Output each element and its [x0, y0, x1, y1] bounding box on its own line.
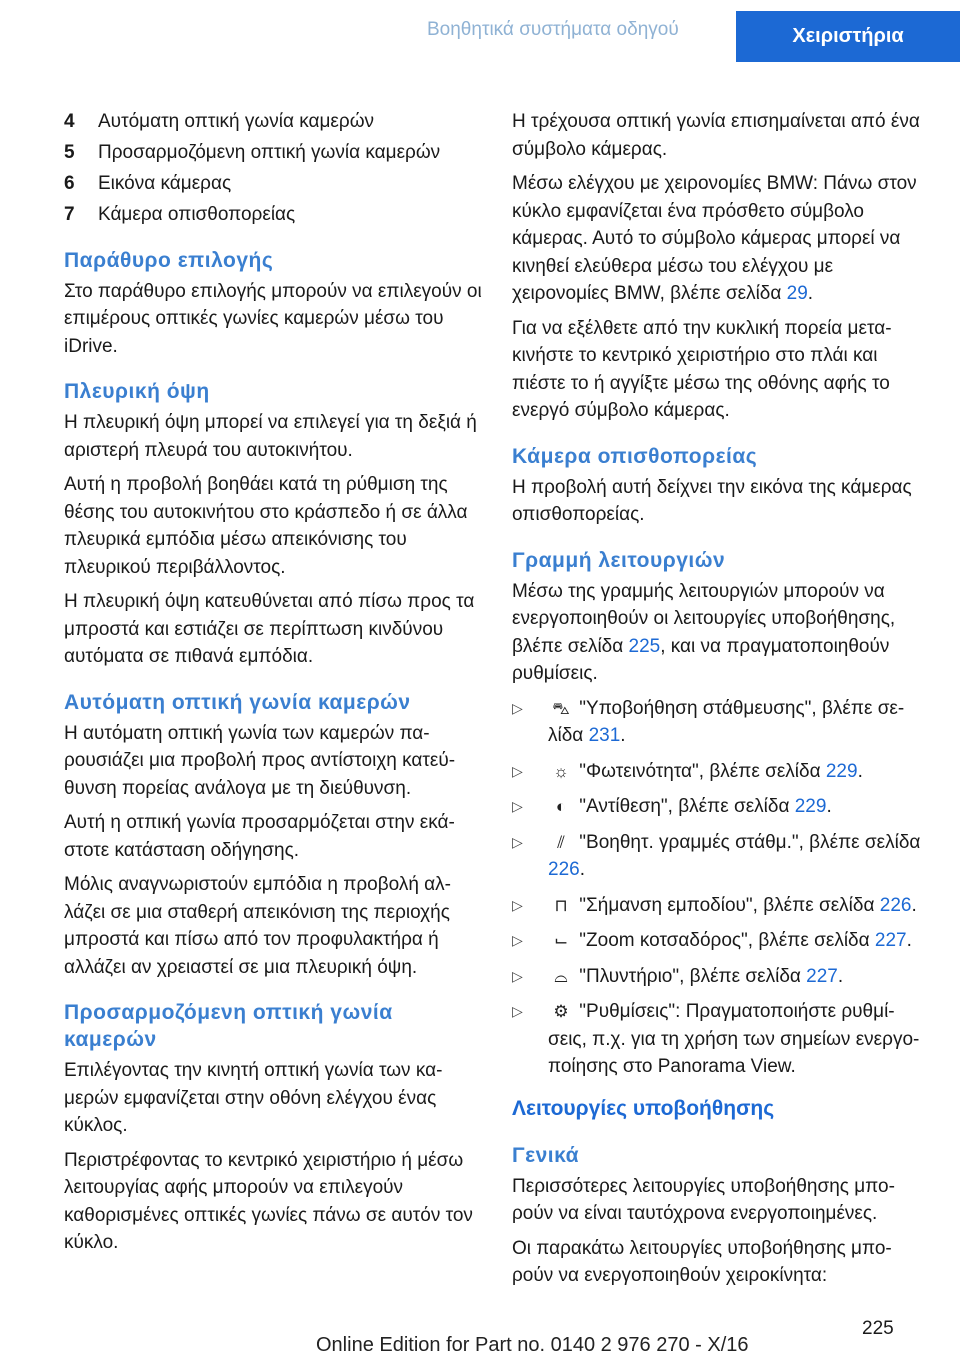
paragraph: Μόλις αναγνωριστούν εμπόδια η προβολή αλλάζει σε μια σταθερή απεικόνιση της περιοχής μπροστά και πίσω από τον προφυλακτήρα ή αλλάζει αν χρειαστεί σε μια πλευρική όψη.: [64, 874, 451, 978]
list-item: [512, 998, 924, 1081]
list-item: [512, 829, 924, 884]
header-chapter-tab[interactable]: Χειριστήρια: [736, 11, 960, 62]
triangle-bullet-icon: ▷: [512, 762, 523, 779]
list-item: [512, 793, 924, 821]
text: .: [807, 283, 814, 304]
triangle-bullet-icon: ▷: [512, 1003, 523, 1019]
item-number: 5: [64, 142, 75, 163]
text: .: [620, 725, 626, 746]
list-item: [64, 201, 482, 229]
section-adaptive-camera-view: [64, 999, 482, 1257]
list-item: [512, 758, 924, 786]
page-link[interactable]: 226: [879, 894, 912, 916]
function-bullet-list: [512, 695, 924, 1081]
page-header: [0, 0, 960, 62]
text: .: [911, 894, 917, 916]
section-heading: Αυτόματη οπτική γωνία καμερών: [64, 690, 411, 714]
contrast-icon: ◐: [555, 797, 567, 816]
triangle-bullet-icon: ▷: [512, 967, 523, 984]
list-item: [64, 108, 482, 136]
page-link[interactable]: 226: [548, 859, 580, 880]
list-item: [64, 170, 482, 198]
paragraph: Επιλέγοντας την κινητή οπτική γωνία των καμερών εμφανίζεται στην οθόνη ελέγχου ένας κύκλος.: [64, 1060, 443, 1136]
text: Μέσω της γραμμής λειτουργιών μπορούν να ενεργοποιηθούν οι λειτουργίες υποβοήθησης, βλέπε σελίδα: [512, 580, 896, 657]
paragraph: Η προβολή αυτή δείχνει την εικόνα της κάμερας οπισθοπορείας.: [512, 476, 912, 525]
text: "Zoom κοτσαδόρος", βλέπε σελίδα: [579, 930, 875, 951]
item-text: Αυτόματη οπτική γωνία καμερών: [98, 111, 375, 132]
paragraph: Στο παράθυρο επιλογής μπορούν να επιλεγούν οι επιμέρους οπτικές γωνίες καμερών μέσω του iDrive.: [64, 280, 482, 357]
section-heading: Παράθυρο επιλογής: [64, 248, 274, 272]
section-general: [512, 1142, 924, 1290]
parking-assist-icon: ⛍: [552, 698, 570, 718]
text: "Αντίθεση", βλέπε σελίδα: [579, 796, 795, 817]
triangle-bullet-icon: ▷: [512, 896, 523, 913]
list-item: [512, 927, 924, 955]
paragraph: Οι παρακάτω λειτουργίες υποβοήθησης μπορούν να ενεργοποιηθούν χειροκίνητα:: [512, 1237, 892, 1286]
triangle-bullet-icon: ▷: [512, 798, 523, 814]
section-heading: Πλευρική όψη: [64, 380, 210, 403]
text: "Βοηθητ. γραμμές στάθμ.", βλέπε σελίδα: [579, 831, 921, 853]
item-text: Προσαρμοζόμενη οπτική γωνία καμερών: [98, 142, 441, 163]
text: .: [837, 965, 844, 987]
page-link[interactable]: 227: [874, 930, 907, 951]
section-heading: Προσαρμοζόμενη οπτική γωνία καμερών: [64, 1001, 393, 1051]
text: , και να πραγματοποιηθούν ρυθμίσεις.: [512, 635, 890, 684]
text: "Πλυντήριο", βλέπε σελίδα: [579, 965, 807, 987]
brightness-icon: ☼: [553, 761, 569, 781]
section-heading: Γενικά: [512, 1143, 580, 1167]
parking-lines-icon: ⫽: [557, 832, 565, 852]
page-link[interactable]: 227: [806, 965, 838, 987]
trailer-hitch-zoom-icon: ⌙: [553, 931, 569, 950]
paragraph: Η αυτόματη οπτική γωνία των καμερών παρουσιάζει μια προβολή προς αντίστοιχη κατεύθυνση πορείας ανάλογα με τη διεύθυνση.: [64, 722, 456, 799]
triangle-bullet-icon: ▷: [512, 833, 523, 850]
left-column: [64, 108, 482, 1264]
paragraph: Η τρέχουσα οπτική γωνία επισημαίνεται από ένα σύμβολο κάμερας.: [512, 111, 920, 160]
list-item: [512, 695, 924, 750]
text: .: [906, 930, 912, 951]
item-number: 4: [64, 111, 75, 132]
page-link[interactable]: 225: [628, 635, 661, 657]
paragraph: Για να εξέλθετε από την κυκλική πορεία μετακινήστε το κεντρικό χειριστήριο στο πλάι και πιέστε το ή αγγίξτε μέσω της οθόνης αφής το ενεργό σύμβολο κάμερας.: [512, 317, 892, 421]
settings-gear-icon: ⚙: [553, 1002, 569, 1021]
page-number: 225: [862, 1318, 894, 1339]
paragraph: Αυτή η προβολή βοηθάει κατά τη ρύθμιση της θέσης του αυτοκινήτου στο κράσπεδο ή σε άλλα πλευρικά εμπόδια μέσω απεικόνισης του πλευρικού περιβάλλοντος.: [64, 474, 468, 578]
car-wash-icon: ⌓: [554, 966, 568, 986]
obstacle-marking-icon: ⊓: [554, 895, 568, 915]
list-item: [512, 892, 924, 920]
text: .: [579, 859, 585, 880]
edition-footer: Online Edition for Part no. 0140 2 976 270 - X/16: [316, 1334, 749, 1356]
item-number: 6: [64, 173, 75, 194]
text: "Σήμανση εμποδίου", βλέπε σελίδα: [579, 894, 880, 916]
section-function-bar: [512, 547, 924, 688]
text: .: [857, 760, 863, 782]
right-column: [512, 108, 924, 1297]
list-item: [64, 139, 482, 167]
paragraph: Αυτή η οτπική γωνία προσαρμόζεται στην εκάστοτε κατάσταση οδήγησης.: [64, 812, 455, 861]
text: .: [826, 796, 832, 817]
list-item: [512, 963, 924, 991]
item-number: 7: [64, 204, 75, 225]
text: "Υποβοήθηση στάθμευσης", βλέπε σελίδα: [548, 697, 905, 746]
text: "Φωτεινότητα", βλέπε σελίδα: [579, 760, 826, 782]
section-heading: Κάμερα οπισθοπορείας: [512, 444, 758, 468]
item-text: Εικόνα κάμερας: [98, 173, 232, 194]
page-link[interactable]: 229: [825, 760, 858, 782]
paragraph: [512, 578, 924, 688]
section-heading: Γραμμή λειτουργιών: [512, 548, 726, 572]
paragraph: Περιστρέφοντας το κεντρικό χειριστήριο ή μέσω λειτουργίας αφής μπορούν να επιλεγούν καθορισμένες οπτικές γωνίες πάνω σε αυτόν τον κύκλο.: [64, 1149, 473, 1253]
text: Μέσω ελέγχου με χειρονομίες BMW: Πάνω στον κύκλο εμφανίζεται ένα πρόσθετο σύμβολο κάμερας. Αυτό το σύμβολο κάμερας μπορεί να κινηθεί ελεύθερα μέσω του ελέγχου με χειρονομίες BMW, βλέπε σελίδα: [512, 173, 917, 304]
paragraph: Περισσότερες λειτουργίες υποβοήθησης μπορούν να είναι ταυτόχρονα ενεργοποιημένες.: [512, 1175, 895, 1224]
page-link[interactable]: 231: [588, 725, 621, 746]
text: "Ρυθμίσεις": Πραγματοποιήστε ρυθμίσεις, π.χ. για τη χρήση των σημείων ενεργοποίησης στο Panorama View.: [548, 1001, 920, 1077]
section-rear-camera: [512, 443, 924, 529]
item-text: Κάμερα οπισθοπορείας: [98, 204, 296, 225]
triangle-bullet-icon: ▷: [512, 932, 523, 948]
paragraph: Η πλευρική όψη κατευθύνεται από πίσω προς τα μπροστά και εστιάζει σε περίπτωση κινδύνου αυτόματα σε πιθανά εμπόδια.: [64, 591, 475, 667]
numbered-list: [64, 108, 482, 229]
triangle-bullet-icon: ▷: [512, 699, 523, 716]
section-side-view: [64, 378, 482, 671]
section-selection-window: [64, 247, 482, 361]
paragraph: [512, 170, 924, 308]
page-link[interactable]: 29: [786, 283, 808, 304]
paragraph: Η πλευρική όψη μπορεί να επιλεγεί για τη δεξιά ή αριστερή πλευρά του αυτοκινήτου.: [64, 412, 477, 461]
section-auto-camera-view: [64, 689, 482, 982]
page-link[interactable]: 229: [794, 796, 827, 817]
chapter-heading: Λειτουργίες υποβοήθησης: [512, 1096, 775, 1120]
header-section-title: Βοηθητικά συστήματα οδηγού: [427, 19, 679, 40]
